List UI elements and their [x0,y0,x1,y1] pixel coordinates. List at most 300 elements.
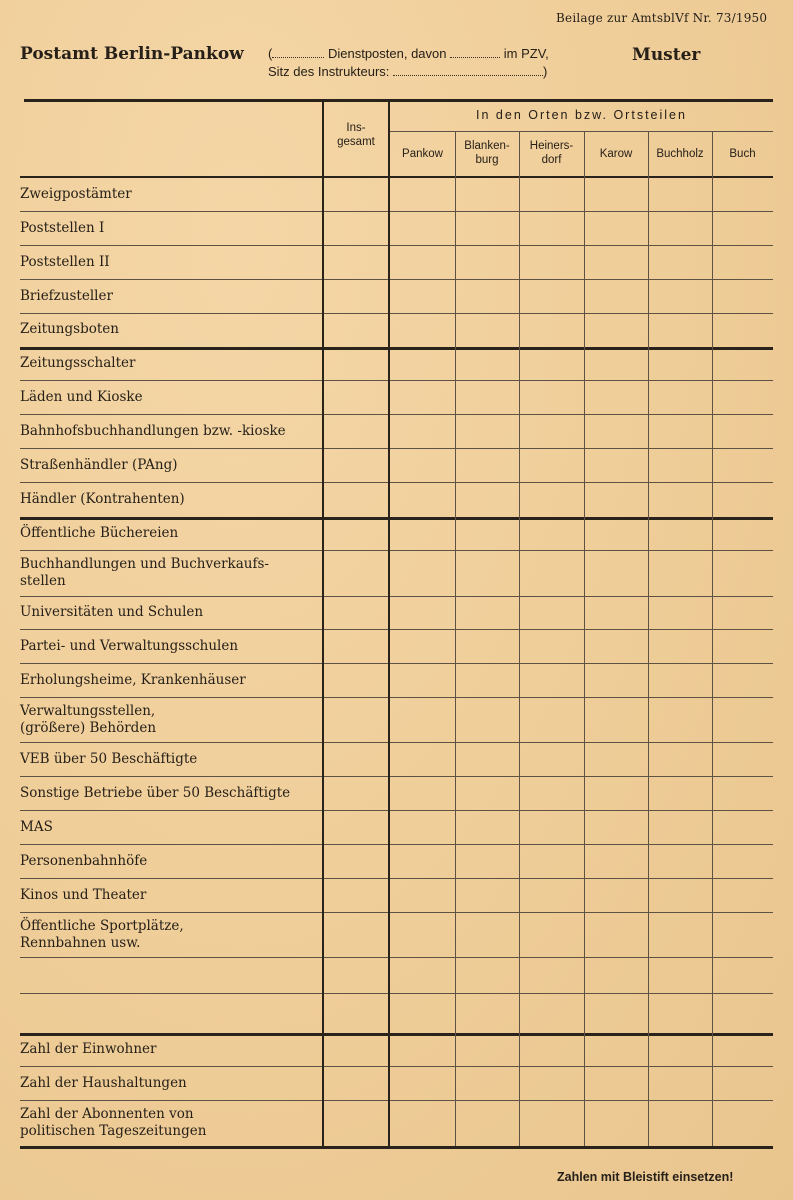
entry-cell[interactable] [586,1035,646,1064]
entry-cell[interactable] [714,745,771,774]
row-label-text: Kinos und Theater [20,887,147,903]
row-label [20,220,320,237]
entry-cell[interactable] [392,316,453,344]
entry-cell[interactable] [457,779,517,808]
top-rule [24,99,773,102]
entry-cell[interactable] [521,282,582,311]
entry-cell[interactable] [521,779,582,808]
close-paren: ) [543,64,548,79]
row-label [20,491,320,508]
row-rule [20,912,773,913]
entry-cell[interactable] [650,960,710,991]
entry-cell[interactable] [650,282,710,311]
entry-cell[interactable] [650,700,710,740]
row-rule [20,957,773,958]
entry-cell[interactable] [586,666,646,695]
entry-cell[interactable] [650,485,710,514]
entry-cell[interactable] [650,451,710,480]
entry-cell[interactable] [521,996,582,1030]
entry-cell[interactable] [521,813,582,842]
entry-cell[interactable] [521,349,582,378]
entry-cell[interactable] [586,599,646,627]
row-rule [20,596,773,597]
place-column-header [648,147,712,161]
entry-cell[interactable] [586,349,646,378]
entry-cell[interactable] [650,666,710,695]
entry-cell[interactable] [392,214,453,243]
row-rule [20,629,773,630]
entry-cell[interactable] [650,180,710,209]
entry-cell[interactable] [392,553,453,594]
entry-cell[interactable] [457,349,517,378]
entry-cell[interactable] [521,451,582,480]
entry-cell[interactable] [326,417,388,446]
entry-cell[interactable] [326,779,388,808]
entry-cell[interactable] [586,813,646,842]
place-header-text: Karow [599,148,633,160]
entry-cell[interactable] [650,745,710,774]
row-label [20,819,320,836]
place-column-header [455,139,519,167]
entry-cell[interactable] [714,881,771,910]
total-header-text: Ins- [346,122,366,134]
row-label [20,389,320,406]
posts-count-field[interactable] [272,46,324,58]
entry-cell[interactable] [586,632,646,661]
row-label-text: Universitäten und Schulen [20,604,204,620]
entry-cell[interactable] [326,996,388,1030]
entry-cell[interactable] [392,248,453,277]
entry-cell[interactable] [392,599,453,627]
total-column-header [324,121,388,149]
row-label-text: Zeitungsschalter [20,355,136,371]
entry-cell[interactable] [326,485,388,514]
entry-cell[interactable] [392,180,453,209]
entry-cell[interactable] [650,316,710,344]
entry-cell[interactable] [326,847,388,876]
entry-cell[interactable] [457,214,517,243]
entry-cell[interactable] [392,519,453,548]
entry-cell[interactable] [392,349,453,378]
entry-cell[interactable] [392,632,453,661]
entry-cell[interactable] [714,700,771,740]
entry-cell[interactable] [326,700,388,740]
entry-cell[interactable] [586,451,646,480]
place-header-text: Buch [729,148,756,160]
row-rule [20,663,773,664]
total-column-line [388,101,390,1146]
place-header-text: dorf [541,154,562,166]
entry-cell[interactable] [586,180,646,209]
instructor-seat-field[interactable] [393,64,543,76]
entry-cell[interactable] [650,1035,710,1064]
entry-cell[interactable] [457,485,517,514]
entry-cell[interactable] [457,1103,517,1143]
row-rule [20,776,773,777]
entry-cell[interactable] [521,700,582,740]
row-label [20,751,320,768]
entry-cell[interactable] [521,180,582,209]
entry-cell[interactable] [521,417,582,446]
row-label-text: Straßenhändler (PAng) [20,457,178,473]
entry-cell[interactable] [521,1069,582,1098]
entry-cell[interactable] [714,599,771,627]
place-column-line [455,131,456,1146]
row-label [20,457,320,474]
entry-cell[interactable] [714,248,771,277]
entry-cell[interactable] [392,745,453,774]
place-column-line [648,131,649,1146]
entry-cell[interactable] [714,417,771,446]
entry-cell[interactable] [586,383,646,412]
entry-cell[interactable] [714,214,771,243]
entry-cell[interactable] [650,417,710,446]
entry-cell[interactable] [714,960,771,991]
total-header-text: gesamt [337,136,375,148]
entry-cell[interactable] [457,519,517,548]
place-header-text: Pankow [402,148,443,160]
open-paren: ( [268,46,273,61]
entry-cell[interactable] [521,485,582,514]
sample-stamp: Muster [632,45,701,65]
entry-cell[interactable] [586,519,646,548]
entry-cell[interactable] [521,553,582,594]
entry-cell[interactable] [714,316,771,344]
entry-cell[interactable] [521,1103,582,1143]
entry-cell[interactable] [457,282,517,311]
entry-cell[interactable] [457,881,517,910]
group-heading-rule [390,131,773,132]
entry-cell[interactable] [714,485,771,514]
entry-cell[interactable] [714,1069,771,1098]
posts-label: Dienstposten, davon [327,46,447,61]
entry-cell[interactable] [586,214,646,243]
entry-cell[interactable] [714,666,771,695]
entry-cell[interactable] [392,1035,453,1064]
entry-cell[interactable] [392,666,453,695]
entry-cell[interactable] [392,996,453,1030]
entry-cell[interactable] [392,1103,453,1143]
entry-cell[interactable] [650,1069,710,1098]
row-label-text: Öffentliche Büchereien [20,525,179,541]
place-column-header [584,147,648,161]
entry-cell[interactable] [714,632,771,661]
pzv-label: im PZV, [503,46,549,61]
entry-cell[interactable] [521,316,582,344]
entry-cell[interactable] [714,813,771,842]
entry-cell[interactable] [586,417,646,446]
row-label [20,638,320,655]
entry-cell[interactable] [714,451,771,480]
row-label-text: Zahl der Abonnenten von [20,1106,194,1122]
entry-cell[interactable] [457,316,517,344]
entry-cell[interactable] [650,779,710,808]
entry-cell[interactable] [650,349,710,378]
entry-cell[interactable] [457,1035,517,1064]
entry-cell[interactable] [521,745,582,774]
row-rule [20,878,773,879]
entry-cell[interactable] [521,248,582,277]
entry-cell[interactable] [650,881,710,910]
entry-cell[interactable] [714,847,771,876]
entry-cell[interactable] [650,248,710,277]
entry-cell[interactable] [457,996,517,1030]
row-label-text: Zahl der Haushaltungen [20,1075,187,1091]
row-label [20,254,320,271]
entry-cell[interactable] [650,599,710,627]
place-header-text: Heiners- [529,140,574,152]
entry-cell[interactable] [392,485,453,514]
place-header-text: burg [475,154,499,166]
entry-cell[interactable] [457,417,517,446]
entry-cell[interactable] [521,847,582,876]
entry-cell[interactable] [457,847,517,876]
entry-cell[interactable] [714,996,771,1030]
entry-cell[interactable] [326,1069,388,1098]
entry-cell[interactable] [586,915,646,955]
entry-cell[interactable] [586,700,646,740]
row-label-text: Briefzusteller [20,288,113,304]
entry-cell[interactable] [457,248,517,277]
row-label-text: stellen [20,573,66,589]
entry-cell[interactable] [326,248,388,277]
entry-cell[interactable] [586,282,646,311]
row-label-text: Partei- und Verwaltungsschulen [20,638,239,654]
row-label-text: Öffentliche Sportplätze, [20,918,184,934]
entry-cell[interactable] [650,813,710,842]
row-label-text: Zahl der Einwohner [20,1041,157,1057]
row-label [20,556,320,590]
entry-cell[interactable] [714,915,771,955]
row-label-text: Poststellen II [20,254,110,270]
row-label [20,321,320,338]
entry-cell[interactable] [521,960,582,991]
row-label-text: VEB über 50 Beschäftigte [20,751,198,767]
entry-cell[interactable] [521,915,582,955]
place-header-text: Buchholz [656,148,704,160]
entry-cell[interactable] [457,915,517,955]
entry-cell[interactable] [586,996,646,1030]
entry-cell[interactable] [326,632,388,661]
entry-cell[interactable] [586,485,646,514]
entry-cell[interactable] [650,383,710,412]
row-label-text: Händler (Kontrahenten) [20,491,185,507]
entry-cell[interactable] [457,1069,517,1098]
entry-cell[interactable] [714,779,771,808]
row-label-text: Erholungsheime, Krankenhäuser [20,672,246,688]
entry-cell[interactable] [392,915,453,955]
entry-cell[interactable] [392,1069,453,1098]
entry-cell[interactable] [521,519,582,548]
pzv-count-field[interactable] [450,46,500,58]
place-column-line [519,131,520,1146]
entry-cell[interactable] [392,282,453,311]
entry-cell[interactable] [521,632,582,661]
place-column-header [712,147,773,161]
entry-cell[interactable] [521,599,582,627]
header-rule [20,176,773,178]
entry-cell[interactable] [326,316,388,344]
row-label-text: MAS [20,819,53,835]
entry-cell[interactable] [650,1103,710,1143]
row-rule [20,1066,773,1067]
entry-cell[interactable] [326,451,388,480]
place-column-line [712,131,713,1146]
entry-cell[interactable] [326,282,388,311]
row-label [20,887,320,904]
place-column-header [390,147,455,161]
entry-cell[interactable] [392,881,453,910]
entry-cell[interactable] [650,519,710,548]
place-column-line [584,131,585,1146]
row-rule [20,550,773,551]
place-column-header [519,139,584,167]
entry-cell[interactable] [714,1035,771,1064]
entry-cell[interactable] [714,383,771,412]
row-rule [20,697,773,698]
row-label-text: Sonstige Betriebe über 50 Beschäftigte [20,785,291,801]
entry-cell[interactable] [714,519,771,548]
row-label-text: Zweigpostämter [20,186,132,202]
entry-cell[interactable] [650,996,710,1030]
entry-cell[interactable] [586,881,646,910]
entry-cell[interactable] [586,847,646,876]
entry-cell[interactable] [326,666,388,695]
entry-cell[interactable] [650,632,710,661]
row-rule [20,993,773,994]
row-label [20,1041,320,1058]
entry-cell[interactable] [326,915,388,955]
entry-cell[interactable] [392,813,453,842]
bottom-rule [20,1146,773,1149]
entry-cell[interactable] [392,779,453,808]
entry-cell[interactable] [326,1103,388,1143]
entry-cell[interactable] [457,451,517,480]
entry-cell[interactable] [392,451,453,480]
row-label [20,785,320,802]
pencil-note: Zahlen mit Bleistift einsetzen! [557,1170,734,1184]
entry-cell[interactable] [586,779,646,808]
row-label [20,672,320,689]
entry-cell[interactable] [326,349,388,378]
entry-cell[interactable] [521,214,582,243]
entry-cell[interactable] [586,960,646,991]
row-rule [20,810,773,811]
entry-cell[interactable] [650,553,710,594]
entry-cell[interactable] [457,666,517,695]
entry-cell[interactable] [521,1035,582,1064]
entry-cell[interactable] [392,700,453,740]
row-label [20,288,320,305]
row-rule [20,482,773,483]
label-column-line [322,101,324,1146]
entry-cell[interactable] [457,813,517,842]
entry-cell[interactable] [457,632,517,661]
entry-cell[interactable] [457,383,517,412]
entry-cell[interactable] [457,745,517,774]
entry-cell[interactable] [650,915,710,955]
entry-cell[interactable] [392,383,453,412]
office-title: Postamt Berlin-Pankow [20,44,244,64]
row-rule [20,414,773,415]
entry-cell[interactable] [457,553,517,594]
entry-cell[interactable] [457,599,517,627]
row-label-text: Personenbahnhöfe [20,853,148,869]
entry-cell[interactable] [457,180,517,209]
row-label-text: Poststellen I [20,220,105,236]
place-header-text: Blanken- [464,140,510,152]
entry-cell[interactable] [714,553,771,594]
row-label-text: Zeitungsboten [20,321,119,337]
row-label [20,355,320,372]
row-label-text: Bahnhofsbuchhandlungen bzw. -kioske [20,423,286,439]
row-rule [20,380,773,381]
instructor-line [268,64,547,79]
row-label [20,186,320,203]
entry-cell[interactable] [714,349,771,378]
instructor-label: Sitz des Instrukteurs: [268,64,390,79]
entry-cell[interactable] [326,813,388,842]
row-label [20,1106,320,1140]
entry-cell[interactable] [392,417,453,446]
entry-cell[interactable] [521,666,582,695]
row-label [20,1075,320,1092]
entry-cell[interactable] [326,745,388,774]
entry-cell[interactable] [586,745,646,774]
entry-cell[interactable] [586,1069,646,1098]
entry-cell[interactable] [714,180,771,209]
entry-cell[interactable] [457,700,517,740]
entry-cell[interactable] [326,960,388,991]
row-label-text: (größere) Behörden [20,720,157,736]
entry-cell[interactable] [714,282,771,311]
row-rule [20,1100,773,1101]
entry-cell[interactable] [586,1103,646,1143]
entry-cell[interactable] [650,214,710,243]
entry-cell[interactable] [326,180,388,209]
entry-cell[interactable] [326,214,388,243]
row-rule [20,742,773,743]
row-label-text: politischen Tageszeitungen [20,1123,207,1139]
entry-cell[interactable] [326,519,388,548]
row-label [20,604,320,621]
row-rule [20,448,773,449]
row-label [20,423,320,440]
entry-cell[interactable] [650,847,710,876]
entry-cell[interactable] [392,960,453,991]
entry-cell[interactable] [392,847,453,876]
entry-cell[interactable] [326,881,388,910]
entry-cell[interactable] [326,553,388,594]
entry-cell[interactable] [326,1035,388,1064]
entry-cell[interactable] [586,553,646,594]
entry-cell[interactable] [586,248,646,277]
places-group-header: In den Orten bzw. Ortsteilen [476,108,687,122]
entry-cell[interactable] [586,316,646,344]
entry-cell[interactable] [326,599,388,627]
gazette-reference: Beilage zur AmtsblVf Nr. 73/1950 [556,11,768,25]
posts-line [268,46,549,61]
row-label-text: Verwaltungsstellen, [20,703,156,719]
row-label [20,703,320,737]
row-rule [20,313,773,314]
entry-cell[interactable] [326,383,388,412]
entry-cell[interactable] [521,881,582,910]
row-label-text: Buchhandlungen und Buchverkaufs- [20,556,269,572]
entry-cell[interactable] [457,960,517,991]
entry-cell[interactable] [714,1103,771,1143]
entry-cell[interactable] [521,383,582,412]
